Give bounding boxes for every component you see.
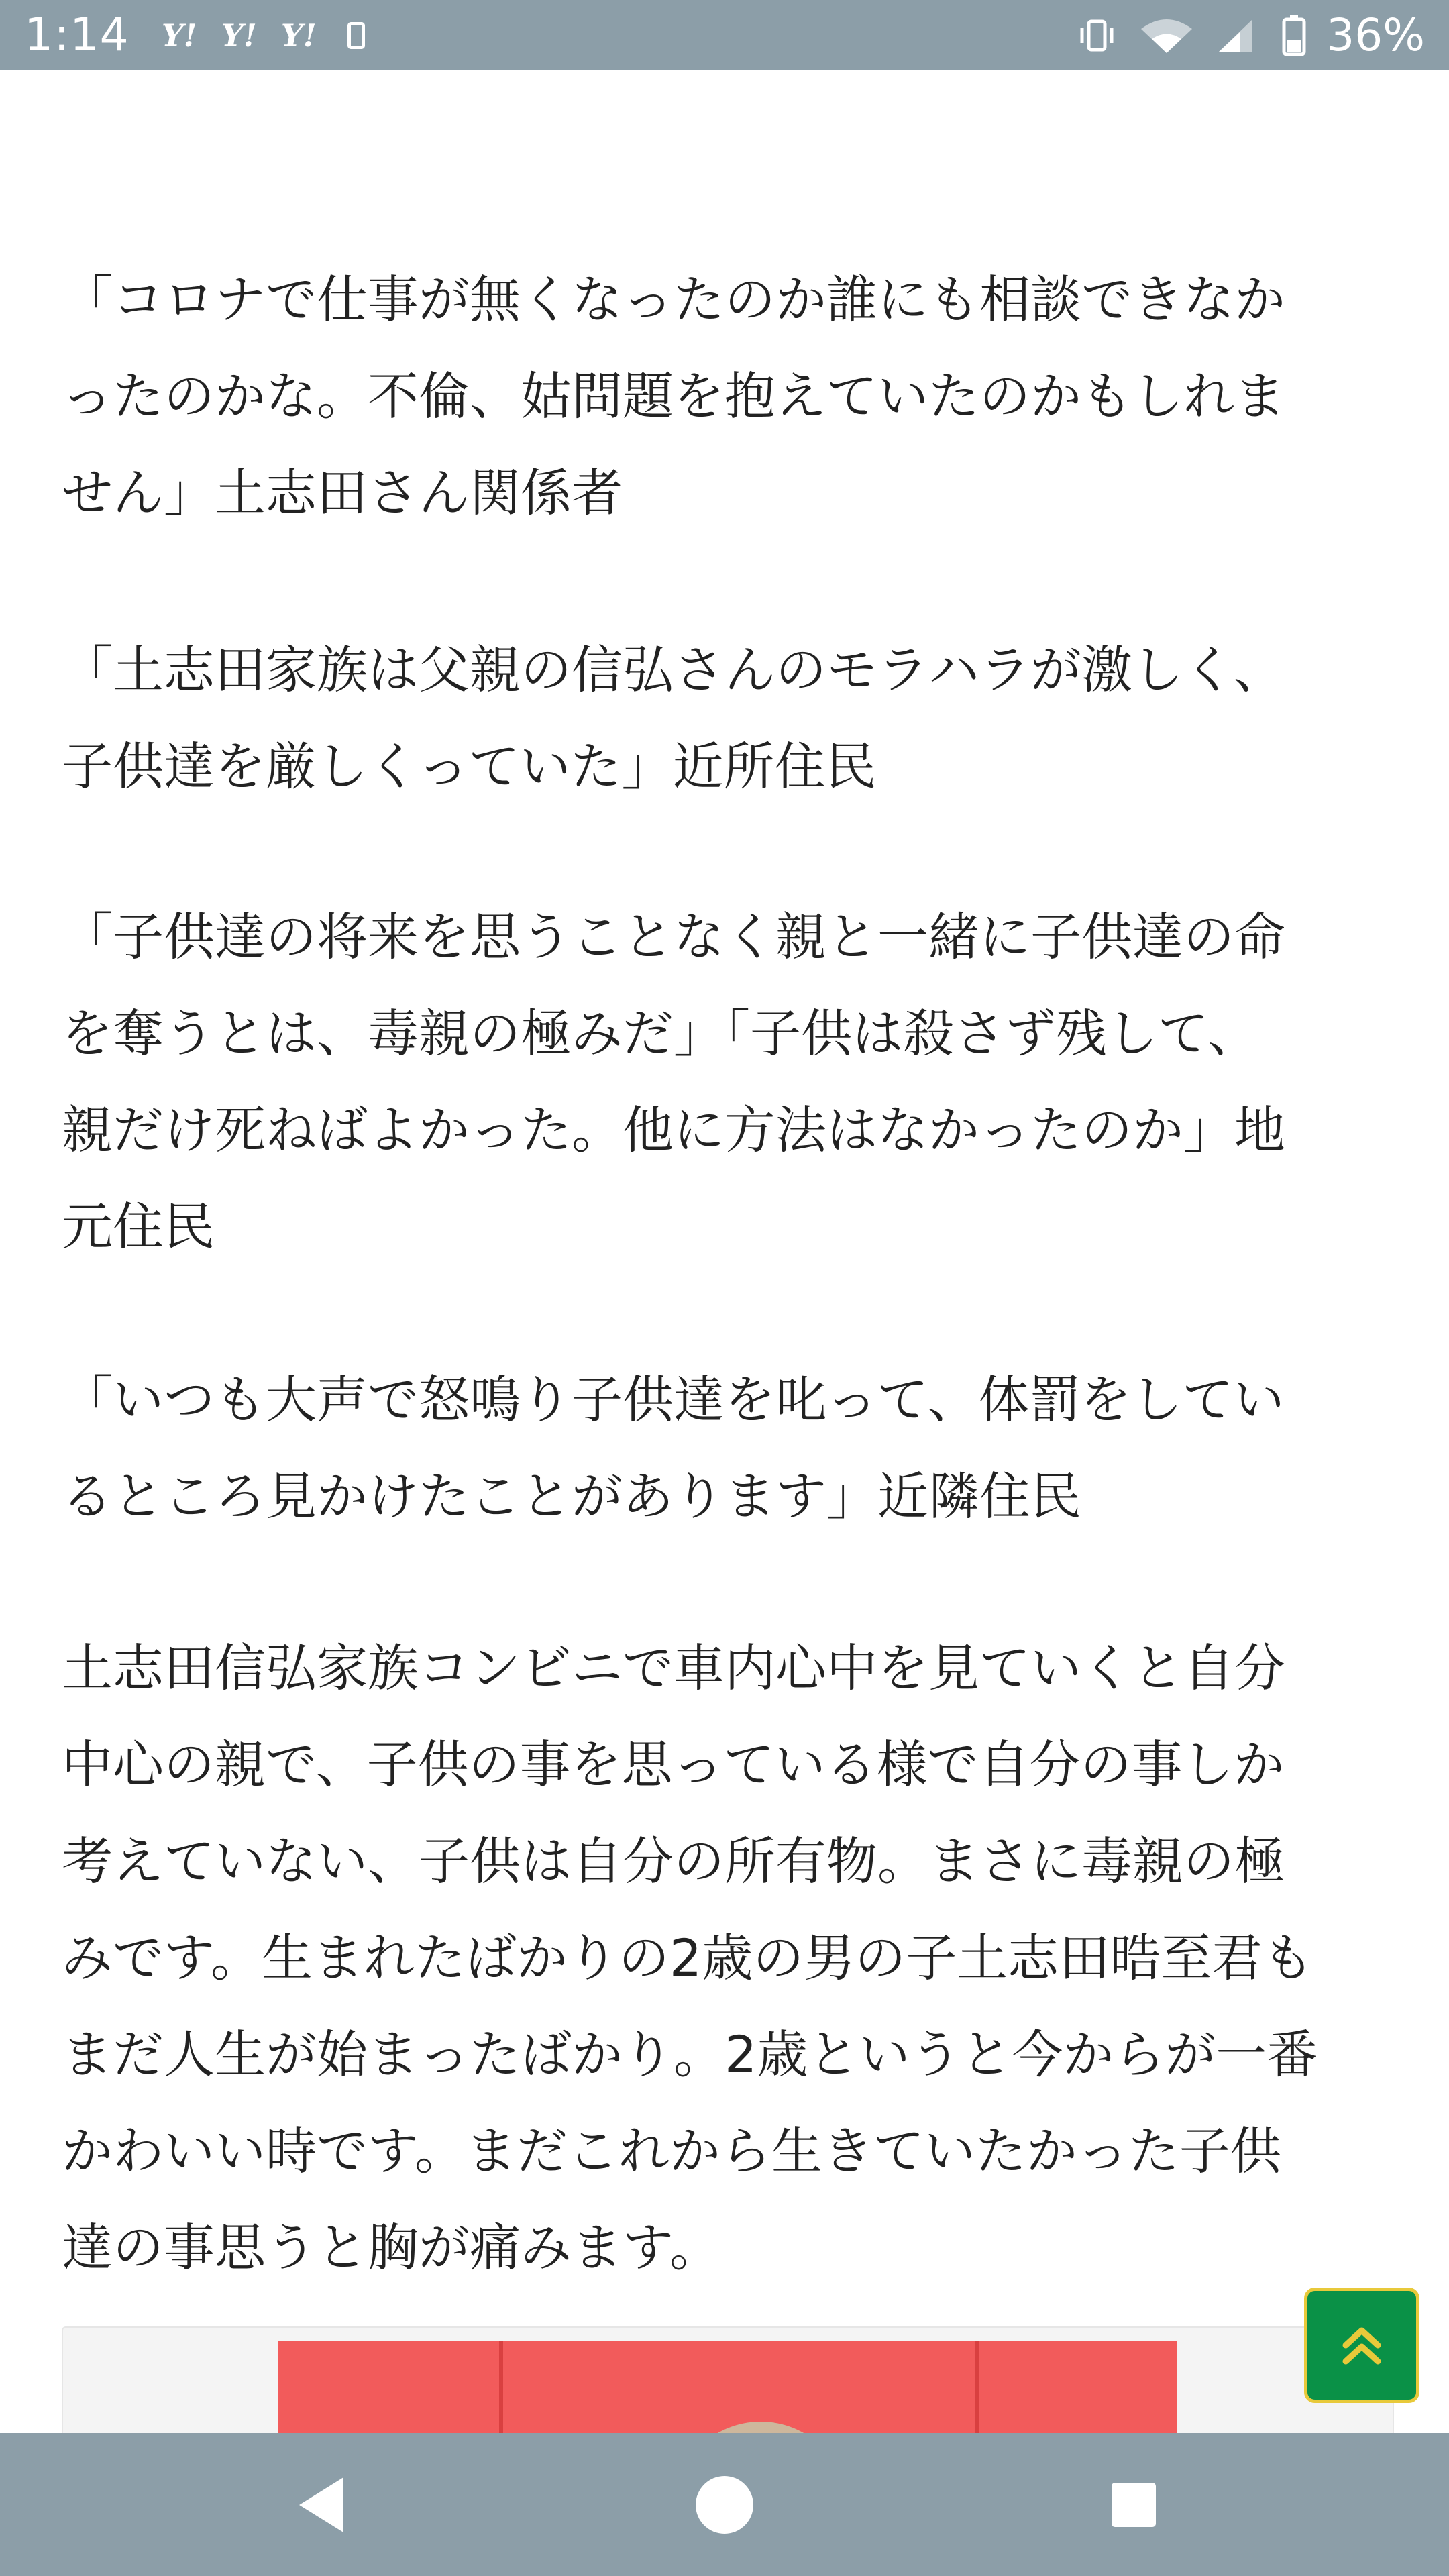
text-line: 親だけ死ねばよかった。他に方法はなかったのか」地 (62, 1100, 1285, 1160)
text-line: ったのかな。不倫、姑問題を抱えていたのかもしれま (62, 366, 1285, 426)
recents-button[interactable] (1100, 2433, 1167, 2576)
text-line: 達の事思うと胸が痛みます。 (62, 2218, 720, 2277)
article-paragraph (62, 622, 1403, 815)
status-indicators (1055, 9, 1425, 61)
text-line: 子供達を厳しくっていた」近所住民 (62, 737, 877, 796)
text-line: 考えていない、子供は自分の所有物。まさに毒親の極 (62, 1831, 1285, 1891)
yahoo-notification-icon: Y! (161, 17, 197, 54)
phone-icon (347, 22, 365, 49)
signal-icon (1215, 17, 1262, 54)
home-icon (694, 2475, 755, 2535)
back-button[interactable] (282, 2433, 362, 2576)
text-line: 「いつも大声で怒鳴り子供達を叱って、体罰をしてい (62, 1370, 1285, 1430)
article-paragraph (62, 1620, 1403, 2296)
battery-percent: 36% (1326, 9, 1425, 61)
text-line: 土志田信弘家族コンビニで車内心中を見ていくと自分 (62, 1638, 1285, 1698)
text-line: せん」土志田さん関係者 (62, 463, 623, 523)
back-icon (295, 2475, 349, 2535)
text-line: まだ人生が始まったばかり。2歳というと今からが一番 (62, 2025, 1318, 2084)
article-paragraph (62, 1352, 1403, 1545)
article-paragraph (62, 252, 1403, 541)
text-line: を奪うとは、毒親の極みだ」「子供は殺さず残して、 (62, 1004, 1259, 1063)
text-line: 「土志田家族は父親の信弘さんのモラハラが激しく、 (62, 640, 1285, 700)
text-line: かわいい時です。まだこれから生きていたかった子供 (62, 2121, 1281, 2181)
home-button[interactable] (691, 2433, 758, 2576)
text-line: みです。生まれたばかりの2歳の男の子土志田晧至君も (62, 1928, 1314, 1988)
recents-icon (1110, 2481, 1157, 2528)
wifi-icon (1138, 17, 1195, 54)
text-line: るところ見かけたことがあります」近隣住民 (62, 1466, 1081, 1526)
yahoo-notification-icon: Y! (280, 17, 317, 54)
yahoo-notification-icon: Y! (221, 17, 257, 54)
scroll-to-top-button[interactable] (1304, 2288, 1419, 2403)
navigation-bar (0, 2433, 1449, 2576)
text-line: 中心の親で、子供の事を思っている様で自分の事しか (62, 1735, 1285, 1794)
double-chevron-up-icon (1335, 2318, 1389, 2372)
text-line: 「子供達の将来を思うことなく親と一緒に子供達の命 (62, 907, 1285, 967)
status-bar (0, 0, 1449, 70)
battery-icon (1282, 15, 1306, 56)
text-line: 「コロナで仕事が無くなったのか誰にも相談できなか (62, 270, 1285, 329)
text-line: 元住民 (62, 1197, 215, 1256)
article-paragraph (62, 889, 1403, 1275)
status-time: 1:14 (24, 9, 129, 62)
vibrate-icon (1075, 19, 1118, 52)
